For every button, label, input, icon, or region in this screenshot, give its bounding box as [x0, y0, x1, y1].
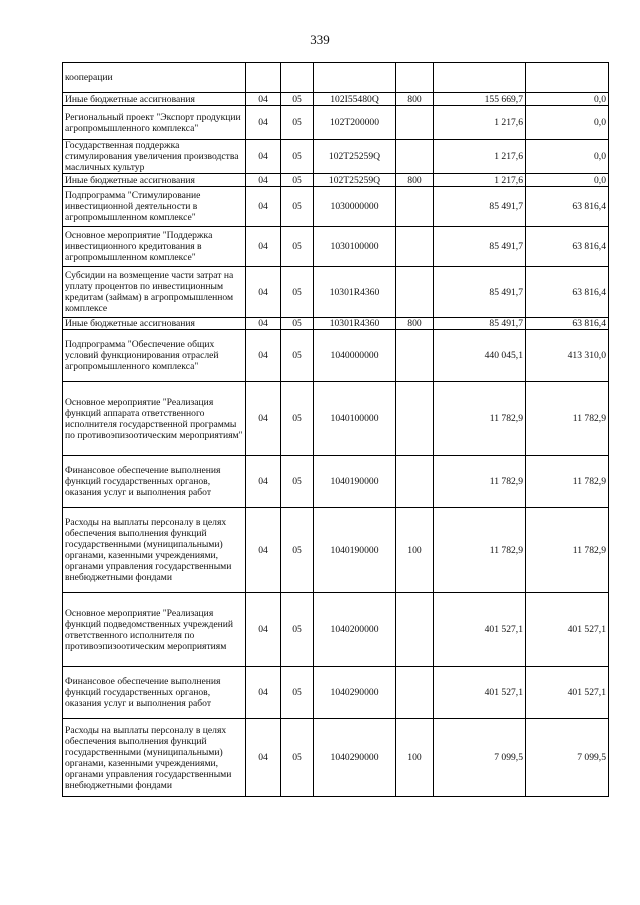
row-name: Иные бюджетные ассигнования [63, 93, 246, 106]
row-amount-1: 1 217,6 [434, 140, 526, 174]
row-amount-2: 63 816,4 [526, 267, 609, 318]
row-name: Государственная поддержка стимулирования увеличения производства масличных культур [63, 140, 246, 174]
row-amount-1: 155 669,7 [434, 93, 526, 106]
table-row [63, 318, 609, 330]
row-expense-type [396, 140, 434, 174]
row-subsection: 05 [281, 187, 314, 227]
row-expense-type [396, 267, 434, 318]
row-section: 04 [246, 174, 281, 187]
row-name: Иные бюджетные ассигнования [63, 174, 246, 187]
row-section: 04 [246, 456, 281, 508]
row-amount-1: 401 527,1 [434, 593, 526, 667]
row-amount-2: 11 782,9 [526, 456, 609, 508]
row-target-code: 1040000000 [314, 330, 396, 382]
row-target-code: 102T25259Q [314, 140, 396, 174]
row-section [246, 63, 281, 93]
row-amount-2: 7 099,5 [526, 719, 609, 797]
row-name: Финансовое обеспечение выполнения функций государственных органов, оказания услуг и выполнения работ [63, 667, 246, 719]
row-name: Расходы на выплаты персоналу в целях обеспечения выполнения функций государственными (муниципальными) органами, казенными учреждениями, органами управления государственными внебюджетными фондами [63, 719, 246, 797]
row-amount-1: 1 217,6 [434, 106, 526, 140]
row-target-code: 102I55480Q [314, 93, 396, 106]
row-target-code: 102T200000 [314, 106, 396, 140]
page-number: 339 [310, 32, 330, 47]
row-name: Региональный проект "Экспорт продукции агропромышленного комплекса" [63, 106, 246, 140]
row-target-code: 1040190000 [314, 508, 396, 593]
row-amount-2 [526, 63, 609, 93]
row-target-code: 1040100000 [314, 382, 396, 456]
row-expense-type: 800 [396, 174, 434, 187]
row-subsection: 05 [281, 508, 314, 593]
table-row [63, 106, 609, 140]
row-section: 04 [246, 187, 281, 227]
row-amount-1: 85 491,7 [434, 187, 526, 227]
row-section: 04 [246, 382, 281, 456]
row-subsection: 05 [281, 93, 314, 106]
row-amount-2: 401 527,1 [526, 593, 609, 667]
row-amount-2: 0,0 [526, 93, 609, 106]
row-expense-type [396, 382, 434, 456]
row-expense-type: 100 [396, 719, 434, 797]
row-subsection: 05 [281, 106, 314, 140]
row-subsection: 05 [281, 330, 314, 382]
row-amount-2: 401 527,1 [526, 667, 609, 719]
row-amount-2: 63 816,4 [526, 318, 609, 330]
row-target-code: 1040200000 [314, 593, 396, 667]
row-amount-1: 440 045,1 [434, 330, 526, 382]
row-section: 04 [246, 330, 281, 382]
row-name: Субсидии на возмещение части затрат на уплату процентов по инвестиционным кредитам (займам) в агропромышленном комплексе [63, 267, 246, 318]
row-expense-type [396, 187, 434, 227]
table-row [63, 508, 609, 593]
table-row [63, 187, 609, 227]
row-section: 04 [246, 93, 281, 106]
row-section: 04 [246, 227, 281, 267]
row-expense-type [396, 667, 434, 719]
row-target-code: 1030100000 [314, 227, 396, 267]
row-amount-1: 11 782,9 [434, 382, 526, 456]
row-subsection: 05 [281, 719, 314, 797]
table-row [63, 719, 609, 797]
table-row [63, 227, 609, 267]
row-section: 04 [246, 140, 281, 174]
row-amount-2: 11 782,9 [526, 508, 609, 593]
row-target-code: 10301R4360 [314, 267, 396, 318]
row-expense-type [396, 63, 434, 93]
row-expense-type [396, 456, 434, 508]
row-amount-1: 85 491,7 [434, 267, 526, 318]
row-amount-1: 401 527,1 [434, 667, 526, 719]
row-subsection: 05 [281, 174, 314, 187]
row-amount-1: 11 782,9 [434, 508, 526, 593]
row-expense-type: 100 [396, 508, 434, 593]
row-target-code: 10301R4360 [314, 318, 396, 330]
row-amount-2: 0,0 [526, 106, 609, 140]
budget-table [62, 62, 609, 797]
row-amount-1: 85 491,7 [434, 227, 526, 267]
table-row [63, 93, 609, 106]
row-name: Финансовое обеспечение выполнения функций государственных органов, оказания услуг и выполнения работ [63, 456, 246, 508]
row-amount-2: 413 310,0 [526, 330, 609, 382]
row-target-code [314, 63, 396, 93]
row-subsection: 05 [281, 456, 314, 508]
row-expense-type [396, 106, 434, 140]
row-subsection [281, 63, 314, 93]
row-target-code: 1040290000 [314, 719, 396, 797]
row-subsection: 05 [281, 227, 314, 267]
row-subsection: 05 [281, 267, 314, 318]
row-subsection: 05 [281, 382, 314, 456]
row-amount-2: 0,0 [526, 174, 609, 187]
row-name: Основное мероприятие "Реализация функций аппарата ответственного исполнителя государственной программы по противоэпизоотическим мероприятиям" [63, 382, 246, 456]
row-section: 04 [246, 267, 281, 318]
row-name: Подпрограмма "Стимулирование инвестиционной деятельности в агропромышленном комплексе" [63, 187, 246, 227]
table-row [63, 667, 609, 719]
row-name: Основное мероприятие "Реализация функций подведомственных учреждений ответственного исполнителя по противоэпизоотическим мероприятиям [63, 593, 246, 667]
row-amount-1 [434, 63, 526, 93]
row-expense-type [396, 330, 434, 382]
table-row [63, 174, 609, 187]
table-row [63, 267, 609, 318]
table-row [63, 63, 609, 93]
row-amount-2: 63 816,4 [526, 187, 609, 227]
row-section: 04 [246, 318, 281, 330]
table-body [63, 63, 609, 797]
row-name: Расходы на выплаты персоналу в целях обеспечения выполнения функций государственными (муниципальными) органами, казенными учреждениями, органами управления государственными внебюджетными фондами [63, 508, 246, 593]
row-expense-type [396, 227, 434, 267]
row-subsection: 05 [281, 667, 314, 719]
row-amount-1: 7 099,5 [434, 719, 526, 797]
row-amount-1: 85 491,7 [434, 318, 526, 330]
row-target-code: 1040190000 [314, 456, 396, 508]
row-section: 04 [246, 593, 281, 667]
row-expense-type: 800 [396, 318, 434, 330]
row-name: Основное мероприятие "Поддержка инвестиционного кредитования в агропромышленном комплексе" [63, 227, 246, 267]
row-section: 04 [246, 719, 281, 797]
row-target-code: 1040290000 [314, 667, 396, 719]
row-section: 04 [246, 106, 281, 140]
row-target-code: 102T25259Q [314, 174, 396, 187]
row-amount-1: 11 782,9 [434, 456, 526, 508]
row-expense-type [396, 593, 434, 667]
row-subsection: 05 [281, 140, 314, 174]
row-name: Подпрограмма "Обеспечение общих условий функционирования отраслей агропромышленного комплекса" [63, 330, 246, 382]
table-row [63, 140, 609, 174]
row-amount-1: 1 217,6 [434, 174, 526, 187]
row-amount-2: 0,0 [526, 140, 609, 174]
row-target-code: 1030000000 [314, 187, 396, 227]
row-name: Иные бюджетные ассигнования [63, 318, 246, 330]
row-section: 04 [246, 667, 281, 719]
table-row [63, 456, 609, 508]
table-row [63, 382, 609, 456]
row-amount-2: 11 782,9 [526, 382, 609, 456]
row-section: 04 [246, 508, 281, 593]
table-row [63, 593, 609, 667]
row-expense-type: 800 [396, 93, 434, 106]
row-subsection: 05 [281, 318, 314, 330]
row-subsection: 05 [281, 593, 314, 667]
row-amount-2: 63 816,4 [526, 227, 609, 267]
row-name: кооперации [63, 63, 246, 93]
table-row [63, 330, 609, 382]
